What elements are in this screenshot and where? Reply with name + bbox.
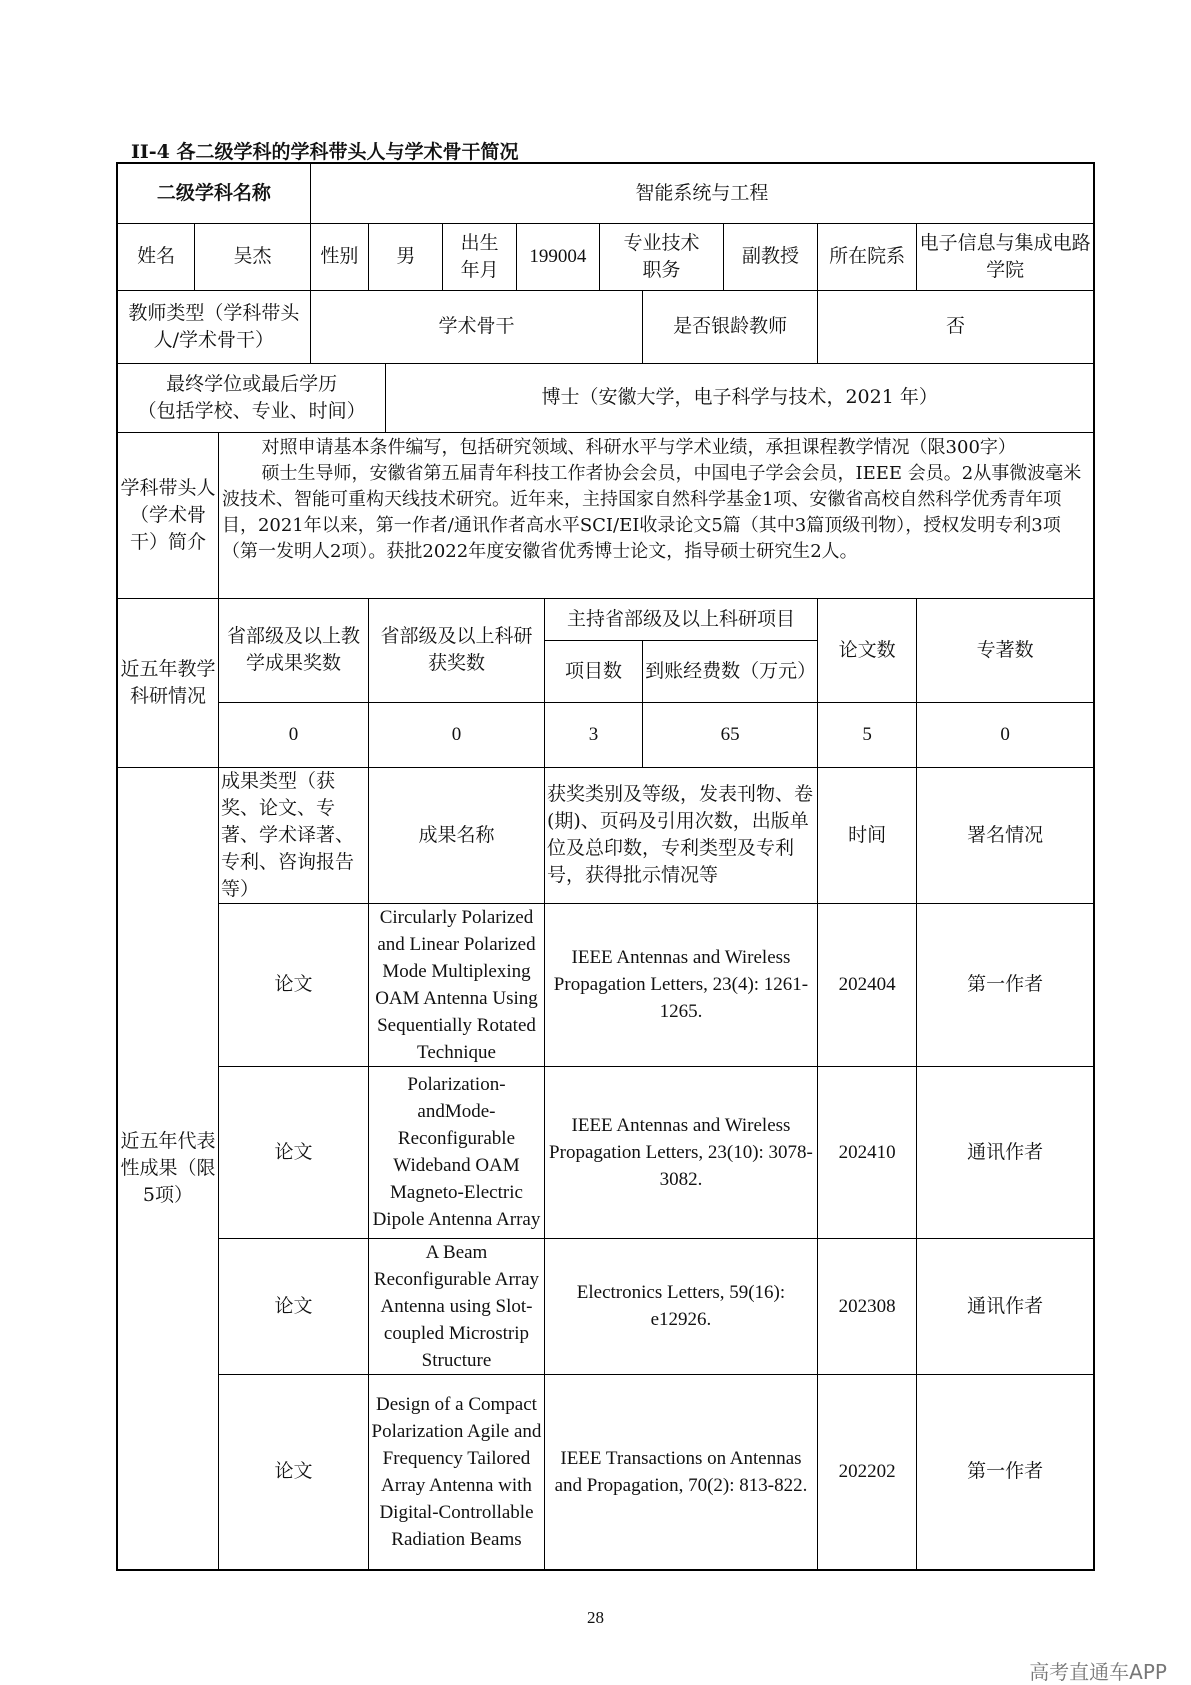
ach-type: 论文 (218, 903, 368, 1066)
ach-sign: 通讯作者 (917, 1066, 1094, 1238)
discipline-label: 二级学科名称 (117, 163, 310, 223)
funding-value: 65 (643, 702, 818, 767)
ach-sign: 第一作者 (917, 903, 1094, 1066)
research-label: 近五年教学科研情况 (117, 598, 218, 767)
ach-type-header: 成果类型（获奖、论文、专著、学术译著、专利、咨询报告等） (218, 767, 368, 903)
name-label: 姓名 (117, 223, 195, 290)
monographs-value: 0 (917, 702, 1094, 767)
ach-detail: IEEE Antennas and Wireless Propagation Letters, 23(10): 3078-3082. (544, 1066, 817, 1238)
table-row (117, 1238, 1094, 1374)
gender-value: 男 (369, 223, 443, 290)
ach-time-header: 时间 (818, 767, 917, 903)
title-value: 副教授 (724, 223, 818, 290)
ach-detail-header: 获奖类别及等级，发表刊物、卷(期)、页码及引用次数，出版单位及总印数，专利类型及专利号，获得批示情况等 (544, 767, 817, 903)
gender-label: 性别 (310, 223, 368, 290)
section-heading: II-4 各二级学科的学科带头人与学术骨干简况 (131, 141, 519, 163)
ach-time: 202308 (818, 1238, 917, 1374)
birth-value: 199004 (516, 223, 599, 290)
degree-value: 博士（安徽大学，电子科学与技术，2021 年） (386, 363, 1094, 432)
project-count-label: 项目数 (544, 640, 642, 702)
name-value: 吴杰 (195, 223, 311, 290)
teaching-awards-label: 省部级及以上教学成果奖数 (218, 598, 368, 702)
ach-time: 202404 (818, 903, 917, 1066)
monographs-label: 专著数 (917, 598, 1094, 702)
birth-label: 出生 年月 (443, 223, 516, 290)
table-row (117, 1066, 1094, 1238)
bio-label: 学科带头人（学术骨干）简介 (117, 432, 218, 598)
degree-label: 最终学位或最后学历 （包括学校、专业、时间） (117, 363, 386, 432)
discipline-value: 智能系统与工程 (310, 163, 1094, 223)
watermark: 高考直通车APP (1029, 1660, 1167, 1684)
department-value: 电子信息与集成电路学院 (917, 223, 1094, 290)
ach-type: 论文 (218, 1374, 368, 1570)
papers-label: 论文数 (818, 598, 917, 702)
ach-type: 论文 (218, 1066, 368, 1238)
department-label: 所在院系 (818, 223, 917, 290)
research-awards-label: 省部级及以上科研获奖数 (369, 598, 545, 702)
ach-sign: 第一作者 (917, 1374, 1094, 1570)
ach-name: Design of a Compact Polarization Agile and Frequency Tailored Array Antenna with Digital-Controllable Radiation Beams (369, 1374, 545, 1570)
title-label: 专业技术 职务 (599, 223, 723, 290)
ach-sign-header: 署名情况 (917, 767, 1094, 903)
ach-name-header: 成果名称 (369, 767, 545, 903)
achievements-label: 近五年代表性成果（限5项） (117, 767, 218, 1570)
ach-time: 202410 (818, 1066, 917, 1238)
ach-type: 论文 (218, 1238, 368, 1374)
funding-label: 到账经费数（万元） (643, 640, 818, 702)
silver-age-value: 否 (818, 290, 1094, 363)
page-number: 28 (587, 1608, 604, 1627)
teaching-awards-value: 0 (218, 702, 368, 767)
bio-note: 对照申请基本条件编写，包括研究领域、科研水平与学术业绩，承担课程教学情况（限300字） (261, 436, 1016, 458)
ach-detail: Electronics Letters, 59(16): e12926. (544, 1238, 817, 1374)
ach-name: A Beam Reconfigurable Array Antenna using Slot-coupled Microstrip Structure (369, 1238, 545, 1374)
projects-header: 主持省部级及以上科研项目 (544, 598, 817, 640)
profile-form-table (116, 162, 1095, 1571)
teacher-type-label: 教师类型（学科带头人/学术骨干） (117, 290, 310, 363)
silver-age-label: 是否银龄教师 (643, 290, 818, 363)
teacher-type-value: 学术骨干 (310, 290, 642, 363)
ach-name: Circularly Polarized and Linear Polarized Mode Multiplexing OAM Antenna Using Sequentially Rotated Technique (369, 903, 545, 1066)
ach-name: Polarization-andMode-Reconfigurable Wideband OAM Magneto-Electric Dipole Antenna Array (369, 1066, 545, 1238)
ach-detail: IEEE Antennas and Wireless Propagation Letters, 23(4): 1261-1265. (544, 903, 817, 1066)
papers-value: 5 (818, 702, 917, 767)
research-awards-value: 0 (369, 702, 545, 767)
ach-detail: IEEE Transactions on Antennas and Propagation, 70(2): 813-822. (544, 1374, 817, 1570)
ach-time: 202202 (818, 1374, 917, 1570)
table-row (117, 1374, 1094, 1570)
table-row (117, 903, 1094, 1066)
project-count-value: 3 (544, 702, 642, 767)
bio-text: 硕士生导师，安徽省第五届青年科技工作者协会会员，中国电子学会会员，IEEE 会员。2从事微波毫米波技术、智能可重构天线技术研究。近年来，主持国家自然科学基金1项、安徽省高校自然科学优秀青年项目，2021年以来，第一作者/通讯作者高水平SCI/EI收录论文5篇（其中3篇顶级刊物），授权发明专利3项（第一发明人2项）。获批2022年度安徽省优秀博士论文，指导硕士研究生2人。 (221, 462, 1082, 562)
ach-sign: 通讯作者 (917, 1238, 1094, 1374)
bio-content (218, 432, 1094, 598)
